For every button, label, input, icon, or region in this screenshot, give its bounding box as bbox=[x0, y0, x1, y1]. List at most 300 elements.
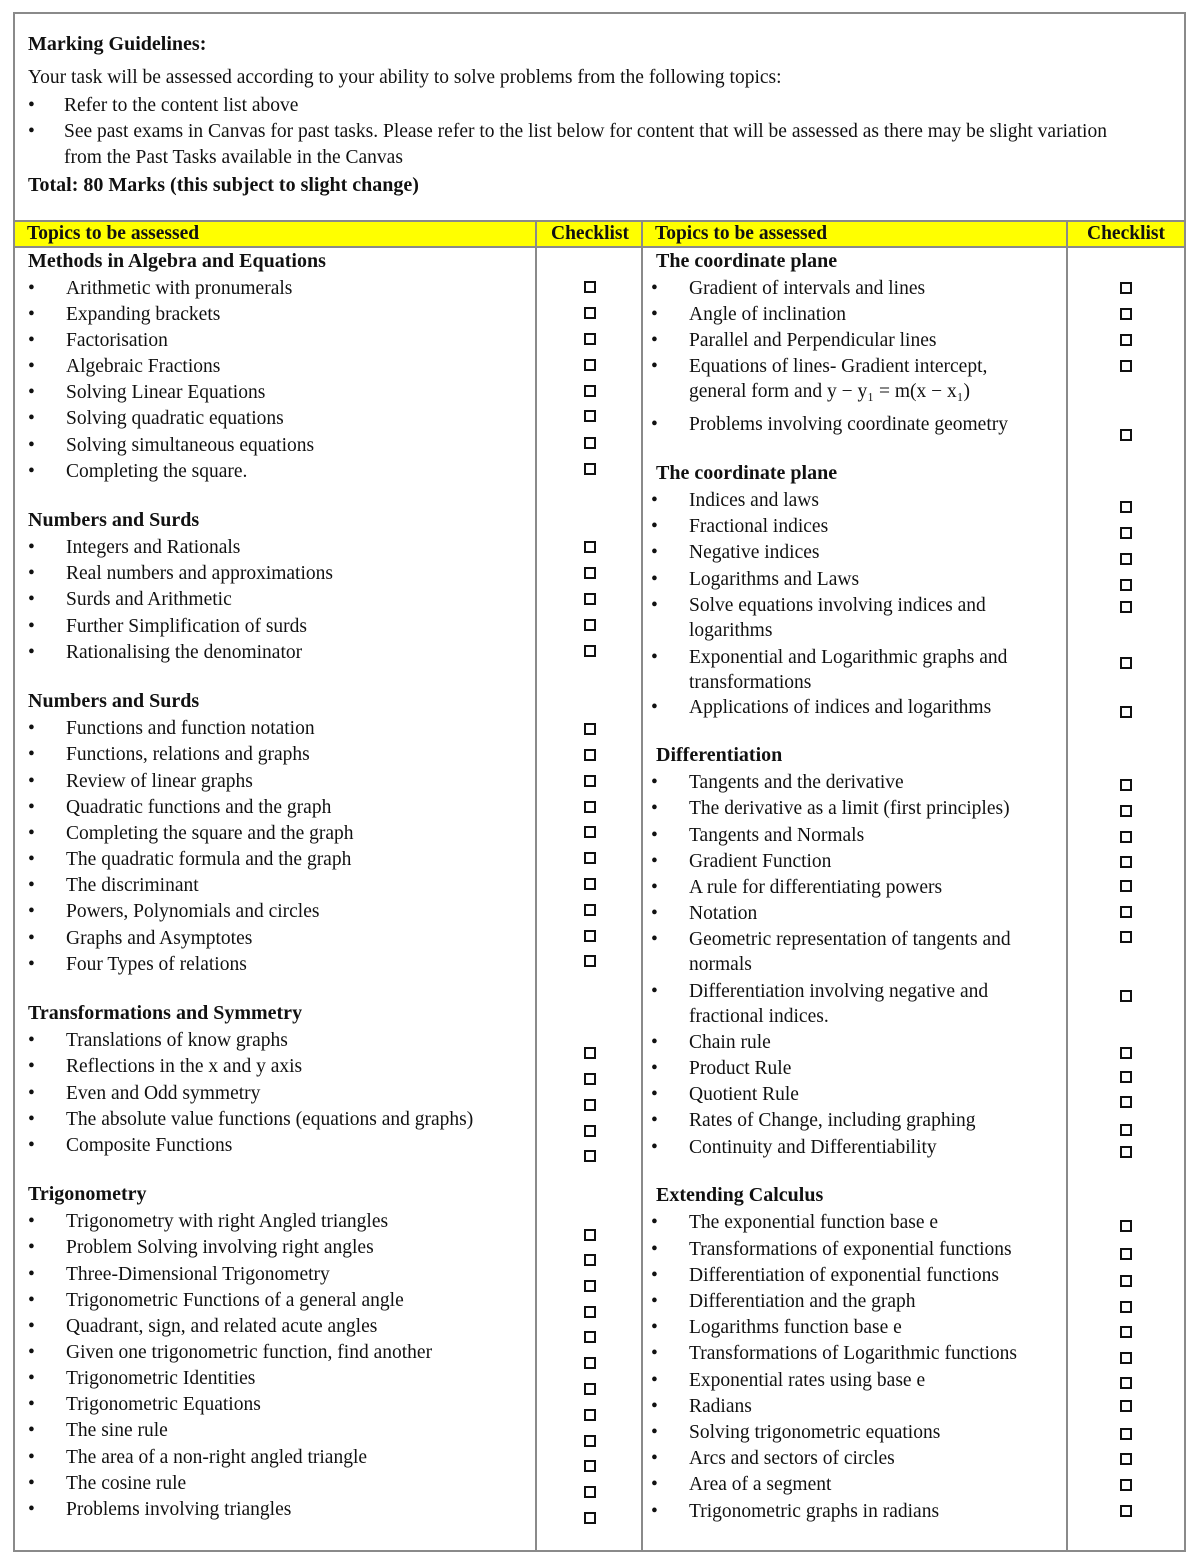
topic-label: Trigonometric Equations bbox=[66, 1394, 261, 1415]
checklist-checkbox[interactable] bbox=[1120, 931, 1132, 943]
topics-table bbox=[15, 222, 1184, 1552]
topic-label: Applications of indices and logarithms bbox=[689, 697, 992, 718]
topic-label: Area of a segment bbox=[689, 1474, 832, 1495]
topic-item bbox=[28, 535, 528, 560]
topic-label: Tangents and the derivative bbox=[689, 772, 904, 793]
topic-item bbox=[28, 1471, 528, 1496]
topic-label: The exponential function base e bbox=[689, 1212, 939, 1233]
topic-item bbox=[651, 514, 1151, 539]
topic-label: The absolute value functions (equations and graphs) bbox=[66, 1109, 474, 1130]
topic-item bbox=[28, 1133, 528, 1158]
section-title: Extending Calculus bbox=[656, 1184, 824, 1206]
checklist-checkbox[interactable] bbox=[584, 645, 596, 657]
section-title: Trigonometry bbox=[28, 1183, 147, 1205]
topic-item bbox=[651, 1237, 1151, 1262]
topic-item bbox=[651, 1368, 1151, 1393]
checklist-checkbox[interactable] bbox=[584, 593, 596, 605]
topic-label: Tangents and Normals bbox=[689, 825, 865, 846]
checklist-checkbox[interactable] bbox=[1120, 1146, 1132, 1158]
checklist-checkbox[interactable] bbox=[1120, 779, 1132, 791]
bullet-icon: • bbox=[651, 1137, 658, 1158]
topic-label: Notation bbox=[689, 903, 758, 924]
checklist-checkbox[interactable] bbox=[584, 1047, 596, 1059]
topic-label: Transformations of Logarithmic functions bbox=[689, 1343, 1018, 1364]
header-topics-left: Topics to be assessed bbox=[15, 222, 537, 248]
topic-item bbox=[651, 1315, 1151, 1340]
topic-label: Real numbers and approximations bbox=[66, 563, 333, 584]
topic-label: Completing the square. bbox=[66, 461, 248, 482]
bullet-icon: • bbox=[651, 595, 658, 616]
bullet-icon: • bbox=[28, 718, 35, 739]
checklist-checkbox[interactable] bbox=[584, 437, 596, 449]
checklist-checkbox[interactable] bbox=[584, 878, 596, 890]
bullet-icon: • bbox=[651, 414, 658, 435]
topic-label: Differentiation of exponential functions bbox=[689, 1265, 999, 1286]
topic-item bbox=[28, 873, 528, 898]
checklist-checkbox[interactable] bbox=[1120, 360, 1132, 372]
checklist-checkbox[interactable] bbox=[1120, 1479, 1132, 1491]
bullet-icon: • bbox=[28, 823, 35, 844]
topic-item bbox=[651, 1135, 1151, 1160]
checklist-checkbox[interactable] bbox=[584, 1383, 596, 1395]
topic-item bbox=[28, 769, 528, 794]
marking-document bbox=[13, 12, 1186, 1552]
topic-item bbox=[651, 1446, 1151, 1471]
total-marks: Total: 80 Marks (this subject to slight change) bbox=[28, 174, 419, 196]
topic-label: A rule for differentiating powers bbox=[689, 877, 943, 898]
bullet-icon: • bbox=[28, 1394, 35, 1415]
topic-item bbox=[28, 1366, 528, 1391]
checklist-checkbox[interactable] bbox=[584, 955, 596, 967]
topic-label: Four Types of relations bbox=[66, 954, 247, 975]
checklist-checkbox[interactable] bbox=[584, 307, 596, 319]
topic-item bbox=[651, 823, 1151, 848]
topic-label: Expanding brackets bbox=[66, 304, 221, 325]
bullet-icon: • bbox=[28, 1056, 35, 1077]
checklist-checkbox[interactable] bbox=[1120, 706, 1132, 718]
topic-label: Differentiation involving negative and fractional indices. bbox=[689, 981, 989, 1027]
topic-item bbox=[651, 645, 1011, 695]
checklist-checkbox[interactable] bbox=[584, 775, 596, 787]
topic-label: Parallel and Perpendicular lines bbox=[689, 330, 937, 351]
checklist-checkbox[interactable] bbox=[584, 826, 596, 838]
bullet-icon: • bbox=[651, 1239, 658, 1260]
checklist-checkbox[interactable] bbox=[584, 1280, 596, 1292]
topic-label: Trigonometry with right Angled triangles bbox=[66, 1211, 389, 1232]
topic-item bbox=[28, 1497, 528, 1522]
checklist-checkbox[interactable] bbox=[1120, 601, 1132, 613]
bullet-icon: • bbox=[651, 356, 658, 377]
topic-label: Completing the square and the graph bbox=[66, 823, 354, 844]
bullet-icon: • bbox=[28, 1237, 35, 1258]
checklist-checkbox[interactable] bbox=[584, 1331, 596, 1343]
checklist-checkbox[interactable] bbox=[1120, 1275, 1132, 1287]
bullet-icon: • bbox=[651, 825, 658, 846]
topic-label: Logarithms and Laws bbox=[689, 569, 860, 590]
topic-label: Angle of inclination bbox=[689, 304, 847, 325]
section-title: Transformations and Symmetry bbox=[28, 1002, 303, 1024]
topic-item bbox=[651, 1499, 1151, 1524]
topic-label: Review of linear graphs bbox=[66, 771, 253, 792]
checklist-checkbox[interactable] bbox=[584, 567, 596, 579]
topic-item bbox=[651, 1108, 1151, 1133]
topic-item bbox=[651, 1394, 1151, 1419]
topic-label: Trigonometric Identities bbox=[66, 1368, 256, 1389]
checklist-checkbox[interactable] bbox=[1120, 1096, 1132, 1108]
topic-item bbox=[28, 1262, 528, 1287]
topic-item bbox=[28, 354, 528, 379]
checklist-checkbox[interactable] bbox=[584, 1073, 596, 1085]
bullet-icon: • bbox=[651, 490, 658, 511]
bullet-icon: • bbox=[651, 851, 658, 872]
bullet-icon: • bbox=[28, 771, 35, 792]
topic-item bbox=[651, 540, 1151, 565]
section-title: Methods in Algebra and Equations bbox=[28, 250, 326, 272]
checklist-checkbox[interactable] bbox=[1120, 334, 1132, 346]
topic-label: Problems involving coordinate geometry bbox=[689, 414, 1008, 435]
column-divider bbox=[641, 222, 643, 1552]
topic-label: Fractional indices bbox=[689, 516, 829, 537]
checklist-checkbox[interactable] bbox=[584, 619, 596, 631]
topic-item bbox=[28, 433, 528, 458]
section-title: Numbers and Surds bbox=[28, 690, 200, 712]
topic-item bbox=[651, 1341, 1151, 1366]
checklist-checkbox[interactable] bbox=[584, 930, 596, 942]
bullet-icon: • bbox=[651, 304, 658, 325]
bullet-icon: • bbox=[28, 563, 35, 584]
bullet-icon: • bbox=[651, 798, 658, 819]
topic-label: Problem Solving involving right angles bbox=[66, 1237, 374, 1258]
topic-item bbox=[651, 1472, 1151, 1497]
topic-label: The sine rule bbox=[66, 1420, 168, 1441]
topic-label: Surds and Arithmetic bbox=[66, 589, 232, 610]
topic-item bbox=[28, 328, 528, 353]
bullet-icon: • bbox=[28, 744, 35, 765]
topic-label: The discriminant bbox=[66, 875, 199, 896]
checklist-checkbox[interactable] bbox=[584, 904, 596, 916]
checklist-checkbox[interactable] bbox=[584, 749, 596, 761]
topic-label: Functions, relations and graphs bbox=[66, 744, 310, 765]
bullet-icon: • bbox=[651, 903, 658, 924]
topic-item bbox=[651, 276, 1151, 301]
topic-label: Quotient Rule bbox=[689, 1084, 799, 1105]
checklist-checkbox[interactable] bbox=[1120, 579, 1132, 591]
bullet-icon: • bbox=[28, 408, 35, 429]
topic-label: Solving Linear Equations bbox=[66, 382, 266, 403]
checklist-checkbox[interactable] bbox=[584, 1125, 596, 1137]
topic-item bbox=[28, 614, 528, 639]
topic-label: Rates of Change, including graphing bbox=[689, 1110, 976, 1131]
checklist-checkbox[interactable] bbox=[584, 541, 596, 553]
topic-item bbox=[28, 1418, 528, 1443]
topic-label: Translations of know graphs bbox=[66, 1030, 288, 1051]
topic-label: The derivative as a limit (first principles) bbox=[689, 798, 1010, 819]
bullet-icon: • bbox=[651, 981, 658, 1002]
bullet-icon: • bbox=[651, 772, 658, 793]
bullet-icon: • bbox=[651, 1448, 658, 1469]
guidelines-title: Marking Guidelines: bbox=[28, 33, 207, 55]
checklist-checkbox[interactable] bbox=[584, 1409, 596, 1421]
bullet-icon: • bbox=[28, 382, 35, 403]
bullet-icon: • bbox=[651, 1058, 658, 1079]
bullet-icon: • bbox=[28, 537, 35, 558]
topic-item bbox=[651, 302, 1151, 327]
checklist-checkbox[interactable] bbox=[584, 333, 596, 345]
guidelines-intro: Your task will be assessed according to your ability to solve problems from the following topics: bbox=[28, 67, 782, 88]
bullet-icon: • bbox=[651, 542, 658, 563]
topic-label: Product Rule bbox=[689, 1058, 792, 1079]
topic-item bbox=[28, 742, 528, 767]
bullet-icon: • bbox=[651, 1291, 658, 1312]
topic-item bbox=[28, 1340, 528, 1365]
topic-label: Radians bbox=[689, 1396, 752, 1417]
topic-label: Negative indices bbox=[689, 542, 820, 563]
topic-item bbox=[28, 276, 528, 301]
checklist-checkbox[interactable] bbox=[1120, 282, 1132, 294]
bullet-icon: • bbox=[651, 1501, 658, 1522]
topic-label: Even and Odd symmetry bbox=[66, 1083, 261, 1104]
topic-label: Exponential and Logarithmic graphs and transformations bbox=[689, 647, 1008, 693]
topic-item bbox=[28, 1028, 528, 1053]
topic-item bbox=[28, 795, 528, 820]
topic-item bbox=[651, 979, 1011, 1029]
section-title: Differentiation bbox=[656, 744, 783, 766]
topic-item bbox=[651, 927, 1011, 977]
checklist-checkbox[interactable] bbox=[584, 1512, 596, 1524]
checklist-checkbox[interactable] bbox=[584, 1229, 596, 1241]
topic-label: Differentiation and the graph bbox=[689, 1291, 916, 1312]
topic-label: Solve equations involving indices and logarithms bbox=[689, 595, 986, 641]
topic-label: Geometric representation of tangents and normals bbox=[689, 929, 1011, 975]
checklist-checkbox[interactable] bbox=[584, 1150, 596, 1162]
topic-label: The area of a non-right angled triangle bbox=[66, 1447, 368, 1468]
guidelines-bullet bbox=[28, 93, 1144, 119]
bullet-icon: • bbox=[28, 1290, 35, 1311]
bullet-icon: • bbox=[651, 516, 658, 537]
checklist-checkbox[interactable] bbox=[584, 852, 596, 864]
checklist-checkbox[interactable] bbox=[1120, 831, 1132, 843]
topic-item bbox=[28, 847, 528, 872]
bullet-icon: • bbox=[28, 435, 35, 456]
bullet-icon: • bbox=[28, 461, 35, 482]
bullet-icon: • bbox=[28, 1420, 35, 1441]
checklist-checkbox[interactable] bbox=[1120, 1428, 1132, 1440]
topic-item bbox=[651, 1210, 1151, 1235]
bullet-icon: • bbox=[651, 1032, 658, 1053]
topic-item bbox=[651, 328, 1151, 353]
topic-item bbox=[651, 1420, 1151, 1445]
checklist-checkbox[interactable] bbox=[1120, 1400, 1132, 1412]
bullet-icon: • bbox=[651, 1343, 658, 1364]
checklist-checkbox[interactable] bbox=[584, 1306, 596, 1318]
bullet-icon: • bbox=[651, 929, 658, 950]
bullet-icon: • bbox=[651, 877, 658, 898]
topic-item bbox=[651, 695, 1151, 720]
column-divider bbox=[535, 222, 537, 1552]
header-checklist-right: Checklist bbox=[1068, 222, 1184, 248]
topic-item bbox=[28, 821, 528, 846]
topic-label: Logarithms function base e bbox=[689, 1317, 902, 1338]
topic-label: Transformations of exponential functions bbox=[689, 1239, 1012, 1260]
checklist-checkbox[interactable] bbox=[1120, 553, 1132, 565]
bullet-icon: • bbox=[651, 1474, 658, 1495]
checklist-checkbox[interactable] bbox=[1120, 1301, 1132, 1313]
topic-label: Chain rule bbox=[689, 1032, 771, 1053]
topic-label: Equations of lines- Gradient intercept, general form and y − y₁ = m(x − x₁) bbox=[689, 356, 988, 402]
topic-item bbox=[28, 926, 528, 951]
checklist-checkbox[interactable] bbox=[584, 801, 596, 813]
checklist-checkbox[interactable] bbox=[584, 281, 596, 293]
topic-item bbox=[28, 459, 528, 484]
checklist-checkbox[interactable] bbox=[1120, 805, 1132, 817]
topic-item bbox=[28, 1445, 528, 1470]
topic-item bbox=[28, 406, 528, 431]
bullet-icon: • bbox=[651, 647, 658, 668]
bullet-icon: • bbox=[28, 356, 35, 377]
checklist-checkbox[interactable] bbox=[584, 1486, 596, 1498]
topic-label: Exponential rates using base e bbox=[689, 1370, 926, 1391]
section-title: The coordinate plane bbox=[656, 250, 838, 272]
topic-item bbox=[28, 1054, 528, 1079]
bullet-icon: • bbox=[28, 1135, 35, 1156]
topic-label: Arithmetic with pronumerals bbox=[66, 278, 293, 299]
topic-label: The quadratic formula and the graph bbox=[66, 849, 352, 870]
topic-item bbox=[651, 412, 1151, 437]
topic-item bbox=[651, 1082, 1151, 1107]
topic-item bbox=[651, 1263, 1151, 1288]
bullet-icon: • bbox=[28, 1447, 35, 1468]
section-title: Numbers and Surds bbox=[28, 509, 200, 531]
guidelines-bullet bbox=[28, 119, 1144, 171]
topic-item bbox=[28, 899, 528, 924]
bullet-icon: • bbox=[28, 875, 35, 896]
checklist-checkbox[interactable] bbox=[584, 385, 596, 397]
topic-label: Solving simultaneous equations bbox=[66, 435, 315, 456]
topic-item bbox=[651, 875, 1151, 900]
topic-item bbox=[28, 302, 528, 327]
bullet-icon: • bbox=[28, 1473, 35, 1494]
topic-label: Rationalising the denominator bbox=[66, 642, 303, 663]
bullet-icon: • bbox=[651, 330, 658, 351]
topic-item bbox=[28, 1081, 528, 1106]
topic-item bbox=[651, 354, 1011, 404]
bullet-icon: • bbox=[28, 1211, 35, 1232]
topic-label: The cosine rule bbox=[66, 1473, 187, 1494]
bullet-icon: • bbox=[651, 278, 658, 299]
checklist-checkbox[interactable] bbox=[1120, 990, 1132, 1002]
checklist-checkbox[interactable] bbox=[1120, 1377, 1132, 1389]
bullet-icon: • bbox=[28, 330, 35, 351]
bullet-icon: • bbox=[651, 697, 658, 718]
topic-label: Further Simplification of surds bbox=[66, 616, 308, 637]
checklist-checkbox[interactable] bbox=[1120, 906, 1132, 918]
checklist-checkbox[interactable] bbox=[1120, 501, 1132, 513]
bullet-icon: • bbox=[651, 1084, 658, 1105]
topic-item bbox=[28, 1288, 528, 1313]
bullet-icon: • bbox=[28, 616, 35, 637]
bullet-icon: • bbox=[28, 1083, 35, 1104]
checklist-checkbox[interactable] bbox=[1120, 1352, 1132, 1364]
bullet-icon: • bbox=[28, 1499, 35, 1520]
bullet-icon: • bbox=[651, 569, 658, 590]
checklist-checkbox[interactable] bbox=[1120, 1453, 1132, 1465]
checklist-checkbox[interactable] bbox=[584, 1099, 596, 1111]
bullet-icon: • bbox=[28, 278, 35, 299]
topic-item bbox=[651, 901, 1151, 926]
bullet-icon: • bbox=[28, 901, 35, 922]
marking-guidelines-box bbox=[15, 14, 1184, 222]
topic-label: Gradient Function bbox=[689, 851, 832, 872]
checklist-checkbox[interactable] bbox=[584, 463, 596, 475]
topic-item bbox=[28, 952, 528, 977]
checklist-checkbox[interactable] bbox=[1120, 429, 1132, 441]
topic-label: Trigonometric Functions of a general angle bbox=[66, 1290, 404, 1311]
bullet-icon: • bbox=[28, 304, 35, 325]
topic-item bbox=[651, 796, 1151, 821]
guidelines-bullet-text: See past exams in Canvas for past tasks. Please refer to the list below for content that will be assessed as there may be slight variation from the Past Tasks available in the Canvas bbox=[64, 121, 1107, 168]
topic-label: Solving trigonometric equations bbox=[689, 1422, 941, 1443]
bullet-icon: • bbox=[28, 1316, 35, 1337]
bullet-icon: • bbox=[28, 589, 35, 610]
checklist-checkbox[interactable] bbox=[1120, 1248, 1132, 1260]
checklist-checkbox[interactable] bbox=[584, 1435, 596, 1447]
checklist-checkbox[interactable] bbox=[1120, 527, 1132, 539]
checklist-checkbox[interactable] bbox=[584, 1460, 596, 1472]
topic-label: Trigonometric graphs in radians bbox=[689, 1501, 940, 1522]
checklist-checkbox[interactable] bbox=[1120, 856, 1132, 868]
checklist-checkbox[interactable] bbox=[1120, 1326, 1132, 1338]
checklist-checkbox[interactable] bbox=[584, 410, 596, 422]
bullet-icon: • bbox=[28, 1368, 35, 1389]
bullet-icon: • bbox=[28, 95, 35, 116]
topic-item bbox=[28, 716, 528, 741]
topic-label: Arcs and sectors of circles bbox=[689, 1448, 895, 1469]
topic-label: Factorisation bbox=[66, 330, 168, 351]
topic-label: Quadratic functions and the graph bbox=[66, 797, 332, 818]
bullet-icon: • bbox=[651, 1422, 658, 1443]
topic-item bbox=[651, 1289, 1151, 1314]
topic-item bbox=[28, 1392, 528, 1417]
topic-label: Reflections in the x and y axis bbox=[66, 1056, 303, 1077]
header-topics-right: Topics to be assessed bbox=[643, 222, 1068, 248]
topic-item bbox=[651, 593, 1011, 643]
bullet-icon: • bbox=[651, 1317, 658, 1338]
topic-item bbox=[651, 849, 1151, 874]
checklist-checkbox[interactable] bbox=[1120, 657, 1132, 669]
checklist-checkbox[interactable] bbox=[1120, 308, 1132, 320]
topic-label: Gradient of intervals and lines bbox=[689, 278, 926, 299]
topic-label: Powers, Polynomials and circles bbox=[66, 901, 320, 922]
checklist-checkbox[interactable] bbox=[1120, 1505, 1132, 1517]
bullet-icon: • bbox=[28, 642, 35, 663]
topic-item bbox=[28, 587, 528, 612]
checklist-checkbox[interactable] bbox=[1120, 1220, 1132, 1232]
checklist-checkbox[interactable] bbox=[584, 1254, 596, 1266]
checklist-checkbox[interactable] bbox=[584, 359, 596, 371]
bullet-icon: • bbox=[28, 954, 35, 975]
bullet-icon: • bbox=[28, 1264, 35, 1285]
topic-label: Problems involving triangles bbox=[66, 1499, 292, 1520]
checklist-checkbox[interactable] bbox=[584, 723, 596, 735]
checklist-checkbox[interactable] bbox=[1120, 880, 1132, 892]
topic-item bbox=[651, 770, 1151, 795]
topic-item bbox=[28, 640, 528, 665]
header-checklist-left: Checklist bbox=[537, 222, 643, 248]
topic-item bbox=[28, 380, 528, 405]
bullet-icon: • bbox=[651, 1396, 658, 1417]
topic-item bbox=[28, 1235, 528, 1260]
checklist-checkbox[interactable] bbox=[584, 1357, 596, 1369]
